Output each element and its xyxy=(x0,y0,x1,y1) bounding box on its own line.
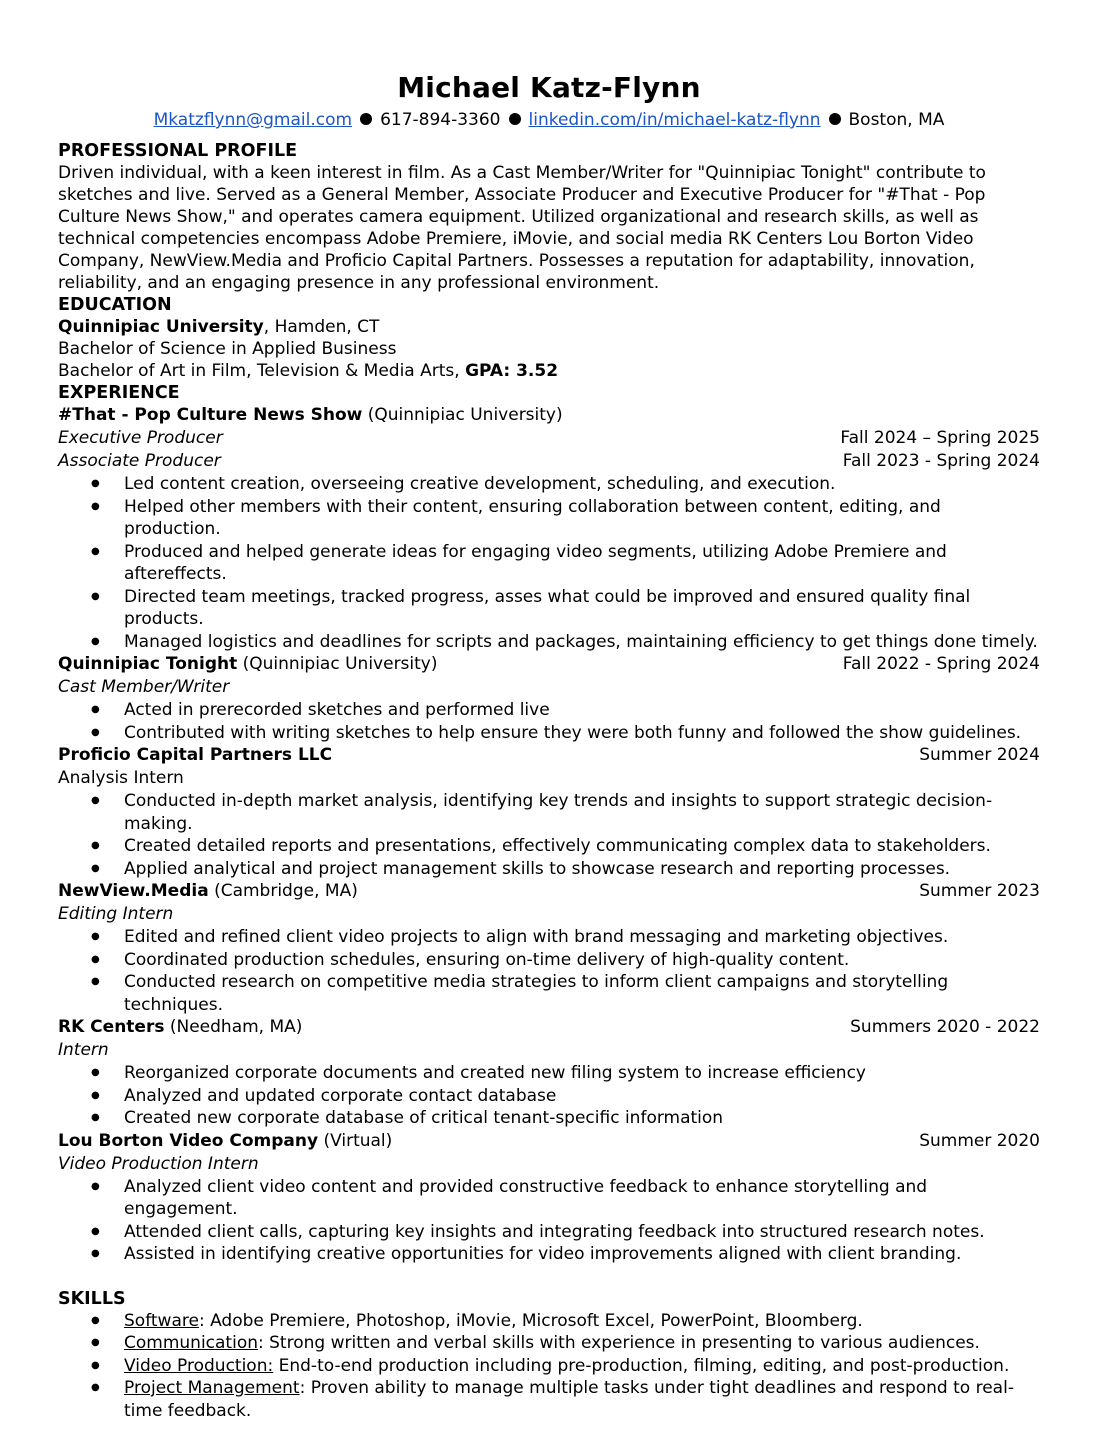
job-date: Summer 2020 xyxy=(919,1130,1040,1151)
list-item: ● Edited and refined client video projects to align with brand messaging and marketing objectives. xyxy=(58,926,1040,949)
profile-text: Driven individual, with a keen interest in film. As a Cast Member/Writer for "Quinnipiac Tonight" contribute to sketches and live. Served as a General Member, Associate Producer and Executive Producer for "#That - Pop Culture News Show," and operates camera equipment. Utilized organizational and research skills, as well as technical competencies encompass Adobe Premiere, iMovie, and social media RK Centers Lou Borton Video Company, NewView.Media and Proficio Capital Partners. Possesses a reputation for adaptability, innovation, reliability, and an engaging presence in any professional environment. xyxy=(58,163,986,293)
skill-label: Video Production: xyxy=(124,1355,274,1376)
skill-sep: : xyxy=(198,1310,205,1331)
degree-2-line xyxy=(58,360,1040,382)
job-org: Lou Borton Video Company xyxy=(58,1130,319,1151)
skills-list xyxy=(58,1310,1040,1423)
list-item: ● Produced and helped generate ideas for engaging video segments, utilizing Adobe Premiere and aftereffects. xyxy=(58,541,1040,586)
skill-label: Project Management xyxy=(124,1378,300,1398)
education-heading: EDUCATION xyxy=(58,295,172,315)
job-role: Executive Producer xyxy=(58,428,223,448)
job-org-note: (Needham, MA) xyxy=(164,1017,303,1037)
list-item: ● Created new corporate database of critical tenant-specific information xyxy=(58,1107,1040,1130)
job-bullets xyxy=(58,1062,1040,1130)
list-item: ● Led content creation, overseeing creative development, scheduling, and execution. xyxy=(58,473,1040,496)
list-item: ● Attended client calls, capturing key insights and integrating feedback into structured research notes. xyxy=(58,1221,1040,1244)
job-role: Intern xyxy=(58,1040,109,1060)
skill-text: Proven ability to manage multiple tasks under tight deadlines and respond to real-time feedback. xyxy=(124,1378,1014,1421)
contact-line xyxy=(58,108,1040,132)
job-date: Fall 2023 - Spring 2024 xyxy=(842,451,1040,471)
school-name: Quinnipiac University xyxy=(58,317,264,337)
list-item: ● Assisted in identifying creative opportunities for video improvements aligned with client branding. xyxy=(58,1243,1040,1266)
job-header xyxy=(58,653,1040,676)
location: Boston, MA xyxy=(848,110,945,130)
job-header xyxy=(58,404,1040,427)
job-date: Fall 2024 – Spring 2025 xyxy=(840,428,1040,448)
job-header xyxy=(58,880,1040,903)
job-org: NewView.Media xyxy=(58,881,209,901)
job-role: Associate Producer xyxy=(58,451,221,471)
education-school-line xyxy=(58,316,1040,338)
phone-number: 617-894-3360 xyxy=(380,110,501,130)
bullet-separator xyxy=(509,113,521,125)
job-date: Summer 2023 xyxy=(919,881,1040,901)
list-item: ● Helped other members with their content, ensuring collaboration between content, editing, and production. xyxy=(58,496,1040,541)
experience-heading: EXPERIENCE xyxy=(58,383,180,403)
list-item xyxy=(58,1310,1040,1333)
job-header xyxy=(58,744,1040,767)
job-org-note: (Quinnipiac University) xyxy=(362,405,563,425)
skill-text: Adobe Premiere, Photoshop, iMovie, Microsoft Excel, PowerPoint, Bloomberg. xyxy=(204,1310,863,1331)
school-location: , Hamden, CT xyxy=(263,317,380,337)
gpa: GPA: 3.52 xyxy=(465,361,559,381)
list-item xyxy=(58,1377,1040,1422)
job-date: Fall 2022 - Spring 2024 xyxy=(842,654,1040,674)
job-role-row xyxy=(58,427,1040,450)
skill-label: Communication xyxy=(124,1333,258,1353)
skill-sep: : xyxy=(258,1333,264,1353)
job-bullets xyxy=(58,473,1040,653)
list-item: ● Conducted in-depth market analysis, identifying key trends and insights to support strategic decision-making. xyxy=(58,790,1040,835)
list-item: ● Conducted research on competitive media strategies to inform client campaigns and storytelling techniques. xyxy=(58,971,1040,1016)
job-org-note: (Virtual) xyxy=(318,1130,393,1151)
job-date: Summers 2020 - 2022 xyxy=(850,1017,1040,1037)
skill-text: Strong written and verbal skills with experience in presenting to various audiences. xyxy=(263,1333,980,1353)
job-role-row xyxy=(58,450,1040,473)
list-item: ● Created detailed reports and presentations, effectively communicating complex data to stakeholders. xyxy=(58,835,1040,858)
job-org: #That - Pop Culture News Show xyxy=(58,405,363,425)
job-header xyxy=(58,1130,1040,1153)
job-role: Video Production Intern xyxy=(58,1153,259,1174)
degree-1: Bachelor of Science in Applied Business xyxy=(58,339,397,359)
job-bullets xyxy=(58,790,1040,880)
skill-sep: : xyxy=(299,1378,306,1398)
job-role: Analysis Intern xyxy=(58,768,184,788)
job-header xyxy=(58,1016,1040,1039)
list-item: ● Applied analytical and project management skills to showcase research and reporting processes. xyxy=(58,858,1040,881)
skill-label: Software xyxy=(124,1310,199,1331)
skills-heading: SKILLS xyxy=(58,1288,126,1309)
degree-2: Bachelor of Art in Film, Television & Media Arts, xyxy=(58,361,466,381)
bullet-separator xyxy=(360,113,372,125)
job-org-note: (Cambridge, MA) xyxy=(208,881,358,901)
candidate-name: Michael Katz-Flynn xyxy=(397,71,701,104)
bullet-separator xyxy=(829,113,841,125)
linkedin-link[interactable]: linkedin.com/in/michael-katz-flynn xyxy=(528,110,821,130)
resume-page xyxy=(58,70,1040,1422)
list-item xyxy=(58,1332,1040,1355)
job-org-note: (Quinnipiac University) xyxy=(237,654,438,674)
skill-text: End-to-end production including pre-production, filming, editing, and post-production. xyxy=(273,1355,1010,1376)
spacer xyxy=(58,1266,1040,1288)
list-item: ● Managed logistics and deadlines for scripts and packages, maintaining efficiency to get things done timely. xyxy=(58,631,1040,654)
job-org: Quinnipiac Tonight xyxy=(58,654,238,674)
profile-heading: PROFESSIONAL PROFILE xyxy=(58,141,298,161)
list-item: ● Acted in prerecorded sketches and performed live xyxy=(58,699,1040,722)
job-date: Summer 2024 xyxy=(919,745,1040,765)
list-item xyxy=(58,1355,1040,1378)
list-item: ● Contributed with writing sketches to help ensure they were both funny and followed the show guidelines. xyxy=(58,722,1040,745)
email-link[interactable]: Mkatzflynn@gmail.com xyxy=(153,110,353,130)
job-role: Editing Intern xyxy=(58,904,174,924)
list-item: ● Analyzed client video content and provided constructive feedback to enhance storytelling and engagement. xyxy=(58,1176,1040,1221)
job-bullets xyxy=(58,926,1040,1016)
list-item: ● Coordinated production schedules, ensuring on-time delivery of high-quality content. xyxy=(58,949,1040,972)
list-item: ● Reorganized corporate documents and created new filing system to increase efficiency xyxy=(58,1062,1040,1085)
job-org: RK Centers xyxy=(58,1017,165,1037)
job-bullets xyxy=(58,699,1040,744)
job-role: Cast Member/Writer xyxy=(58,677,230,697)
job-bullets xyxy=(58,1176,1040,1266)
job-org: Proficio Capital Partners LLC xyxy=(58,745,333,765)
list-item: ● Analyzed and updated corporate contact database xyxy=(58,1085,1040,1108)
list-item: ● Directed team meetings, tracked progress, asses what could be improved and ensured quality final products. xyxy=(58,586,1040,631)
